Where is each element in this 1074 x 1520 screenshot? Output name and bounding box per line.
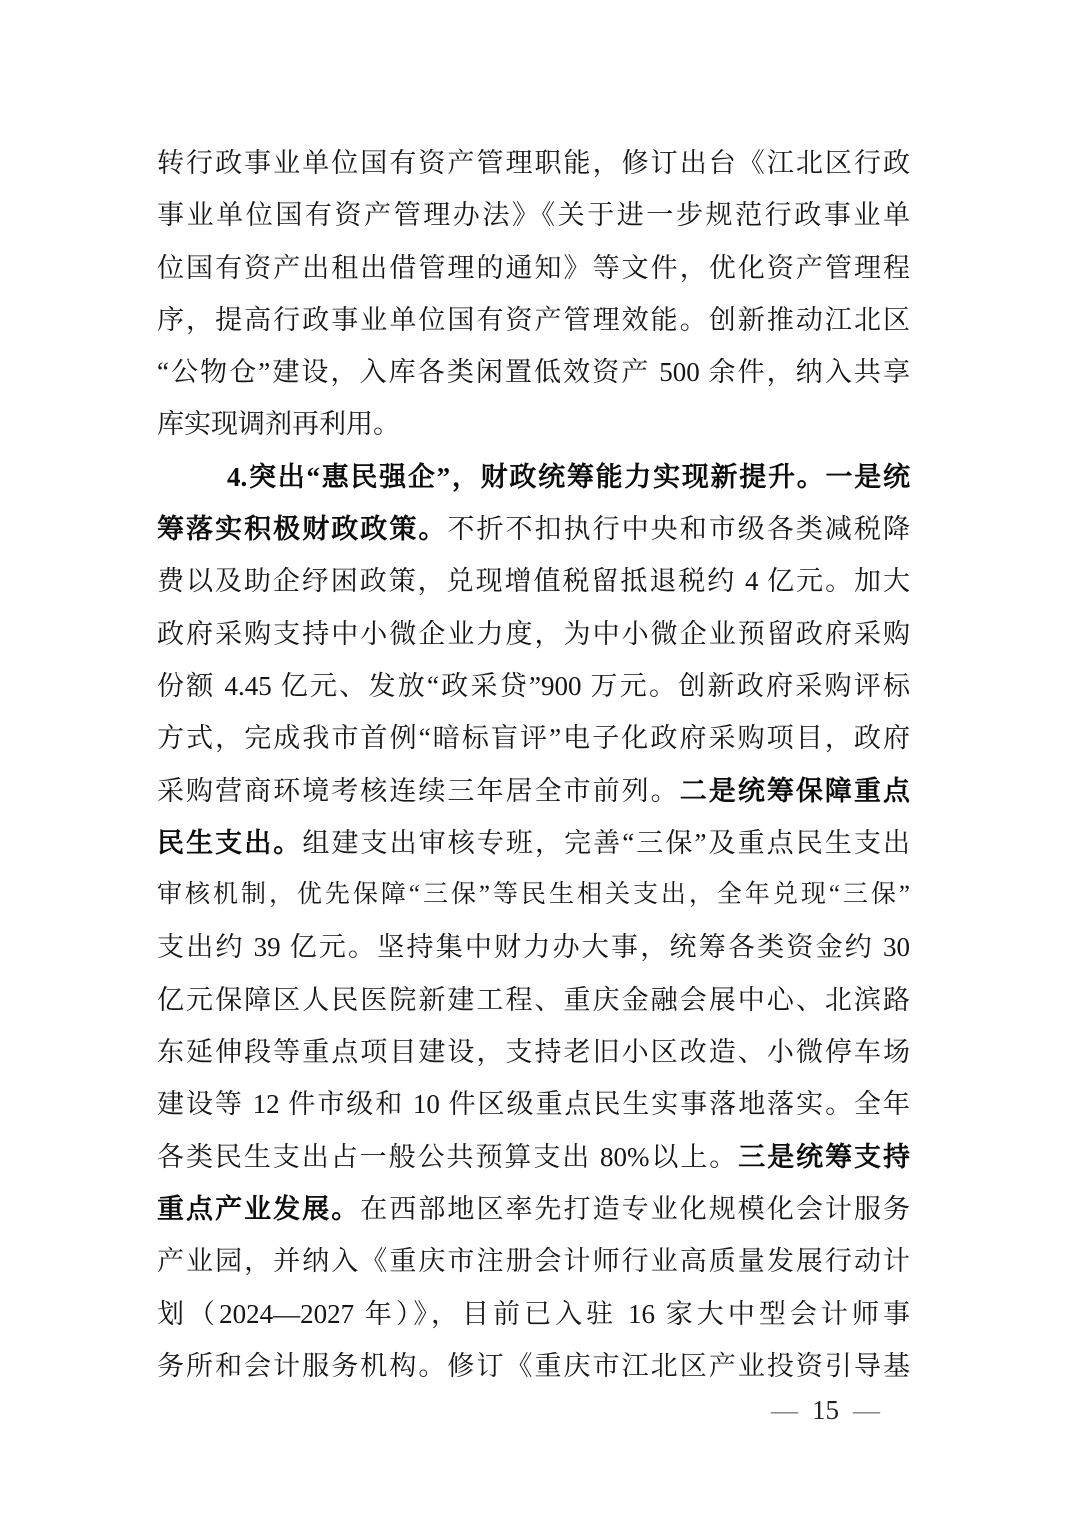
- text-line: [157, 1288, 910, 1340]
- text-run: 东延伸段等重点项目建设，支持老旧小区改造、小微停车场: [157, 1037, 910, 1068]
- text-run: 产业园，并纳入《重庆市注册会计师行业高质量发展行动计: [157, 1246, 910, 1277]
- text-run: 费以及助企纾困政策，兑现增值税留抵退税约 4 亿元。加大: [157, 566, 910, 597]
- text-line: [157, 1183, 910, 1235]
- text-line: [157, 1026, 910, 1078]
- text-run-bold: 4.突出“惠民强企”，财政统筹能力实现新提升。一是统: [227, 461, 910, 492]
- text-run: 序，提高行政事业单位国有资产管理效能。创新推动江北区: [157, 304, 910, 335]
- text-run: 方式，完成我市首例“暗标盲评”电子化政府采购项目，政府: [157, 723, 910, 754]
- text-run: 亿元保障区人民医院新建工程、重庆金融会展中心、北滨路: [157, 984, 910, 1015]
- text-run: 组建支出审核专班，完善“三保”及重点民生支出: [302, 827, 910, 858]
- text-run-bold: 民生支出。: [157, 827, 303, 858]
- text-run: 建设等 12 件市级和 10 件区级重点民生实事落地落实。全年: [157, 1089, 910, 1120]
- text-line: [157, 817, 910, 869]
- text-run: “公物仓”建设，入库各类闲置低效资产 500 余件，纳入共享: [157, 357, 910, 388]
- page-number-right-dash: —: [853, 1395, 880, 1425]
- text-run: 审核机制，优先保障“三保”等民生相关支出，全年兑现“三保”: [157, 881, 910, 909]
- text-run: 库实现调剂再利用。: [157, 409, 400, 440]
- text-line: [157, 137, 910, 189]
- text-line: [157, 869, 910, 921]
- text-line: [157, 398, 910, 450]
- text-run: 不折不扣执行中央和市级各类减税降: [447, 514, 910, 545]
- text-line: [157, 1131, 910, 1183]
- page-footer: [771, 1392, 880, 1428]
- text-line: [157, 189, 910, 241]
- text-line: [157, 242, 910, 294]
- text-run-bold: 三是统筹支持: [738, 1141, 910, 1172]
- text-line: [157, 294, 910, 346]
- text-run: 在西部地区率先打造专业化规模化会计服务: [360, 1193, 910, 1224]
- text-run: 事业单位国有资产管理办法》《关于进一步规范行政事业单: [157, 200, 910, 231]
- text-line: [157, 1235, 910, 1287]
- text-line: [157, 503, 910, 555]
- text-line: [157, 921, 910, 973]
- text-line: [157, 1340, 910, 1392]
- text-run: 支出约 39 亿元。坚持集中财力办大事，统筹各类资金约 30: [157, 932, 910, 963]
- text-line: [157, 1078, 910, 1130]
- text-run: 采购营商环境考核连续三年居全市前列。: [157, 775, 680, 806]
- text-run: 政府采购支持中小微企业力度，为中小微企业预留政府采购: [157, 618, 910, 649]
- text-line: [157, 451, 910, 503]
- text-run-bold: 二是统筹保障重点: [679, 775, 910, 806]
- text-line: [157, 608, 910, 660]
- text-run: 各类民生支出占一般公共预算支出 80%以上。: [157, 1141, 739, 1172]
- text-line: [157, 712, 910, 764]
- text-run-bold: 筹落实积极财政政策。: [157, 514, 448, 545]
- text-run: 划（2024—2027 年）》，目前已入驻 16 家大中型会计师事: [157, 1298, 910, 1329]
- text-line: [157, 974, 910, 1026]
- text-run: 份额 4.45 亿元、发放“政采贷”900 万元。创新政府采购评标: [157, 670, 910, 701]
- text-run-bold: 重点产业发展。: [157, 1193, 361, 1224]
- document-body: [157, 137, 910, 1392]
- text-line: [157, 660, 910, 712]
- text-line: [157, 765, 910, 817]
- text-run: 转行政事业单位国有资产管理职能，修订出台《江北区行政: [157, 148, 910, 178]
- text-run: 位国有资产出租出借管理的通知》等文件，优化资产管理程: [157, 252, 910, 283]
- text-line: [157, 555, 910, 607]
- text-line: [157, 346, 910, 398]
- text-run: 务所和会计服务机构。修订《重庆市江北区产业投资引导基: [157, 1350, 910, 1381]
- page-number-left-dash: —: [771, 1395, 798, 1425]
- page-number: 15: [812, 1395, 839, 1425]
